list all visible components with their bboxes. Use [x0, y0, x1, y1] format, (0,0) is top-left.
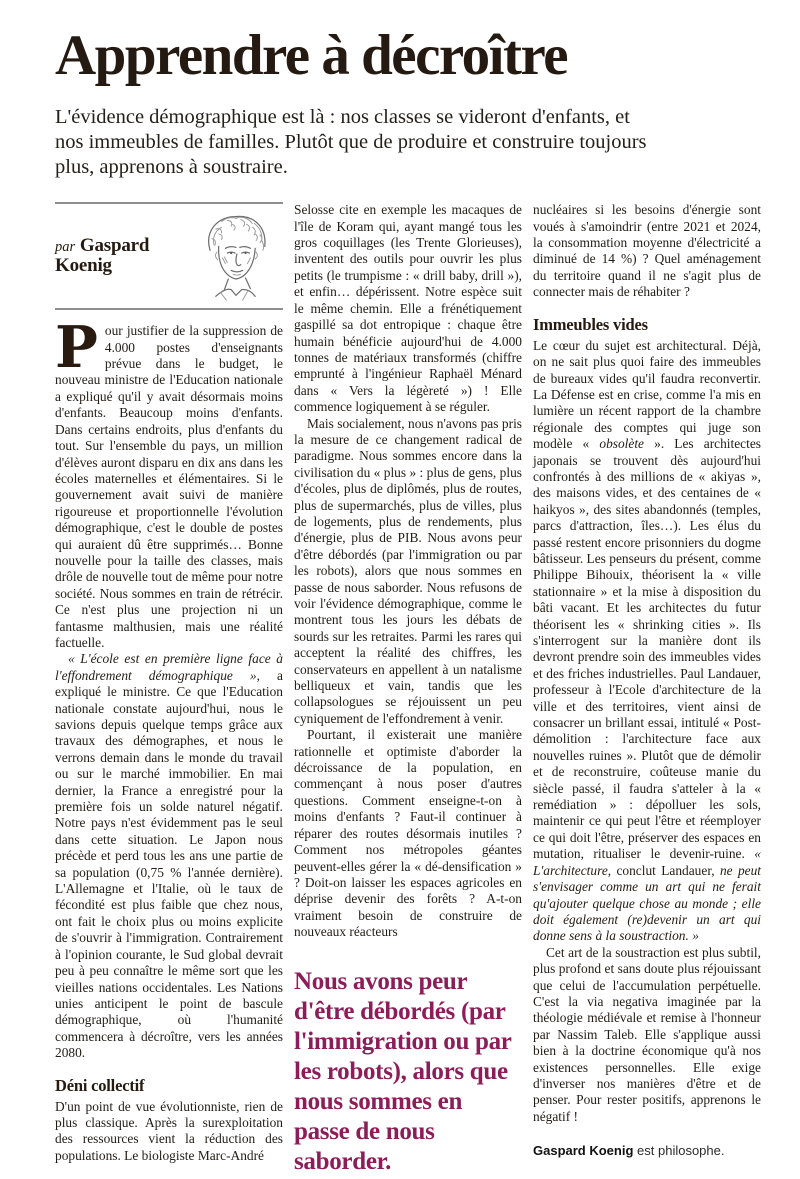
paragraph-text: , a expliqué le ministre. Ce que l'Education nationale constate aujourd'hui, nous le savions depuis quelque temps grâce aux travaux des démographes, et nous le verrons demain dans le monde du travail ou sur le marché immobilier. En mai dernier, la France a enregistré pour la première fois un solde naturel négatif. Notre pays n'est évidemment pas le seul dans cette situation. Le Japon nous précède et perd tous les ans une partie de sa population (0,75 % l'année dernière). L'Allemagne et l'Italie, où le taux de fécondité est plus faible que chez nous, ont fait le choix plus ou moins explicite de s'ouvrir à l'immigration. Contrairement à l'opinion courante, le Sud global devrait peu à peu connaître le même sort que les vieilles nations occidentales. Les Nations unies anticipent le point de bascule démographique, où l'humanité commencera à décroître, vers les années 2080.	[55, 667, 284, 1061]
column-1	[55, 202, 283, 1164]
author-footnote	[533, 1143, 761, 1158]
pull-quote: Nous avons peur d'être débordés (par l'immigration ou par les robots), alors que nous sommes en passe de nous saborder.	[294, 967, 512, 1175]
drop-cap: P	[55, 314, 98, 382]
italic-word-obsolete: obsolète	[599, 436, 644, 452]
author-name: Gaspard Koenig	[55, 234, 150, 277]
footnote-author-name: Gaspard Koenig	[533, 1143, 634, 1159]
body-paragraph: Pourtant, il existerait une manière rationnelle et optimiste d'aborder la décroissance de la population, en commençant à nous poser d'autres questions. Comment enseigne-t-on à moins d'enfants ? Faut-il continuer à réparer des routes désormais inutiles ? Comment nos métropoles géantes peuvent-elles gérer la « dé-densification » ? Doit-on laisser les espaces agricoles en déprise devenir des forêts ? A-t-on vraiment besoin de construire de nouveaux réacteurs	[294, 727, 522, 940]
quoted-italic-text: « L'école est en première ligne face à l'effondrement démographique »	[55, 651, 283, 683]
body-paragraph	[55, 651, 283, 1061]
paragraph-text: our justifier de la suppression de 4.000 postes d'enseignants prévue dans le budget, le nouveau ministre de l'Education nationale a expliqué qu'il y avait désormais moins d'enfants. Beaucoup moins d'enfants. Dans certains endroits, plus d'enfants du tout. Sur l'ensemble du pays, un million d'élèves auront disparu en dix ans dans les écoles maternelles et élémentaires. Si le gouvernement avait suivi de manière rigoureuse et proportionnelle l'évolution démographique, c'est le double de postes qui auraient dû être supprimés… Bonne nouvelle pour la taille des classes, mais drôle de nouvelle tout de même pour notre société. Nous sommes en train de rétrécir. Ce n'est plus une projection ni un fantasme malthusien, mais une réalité factuelle.	[55, 323, 283, 650]
body-paragraph	[55, 314, 283, 651]
quoted-italic-text: ne peut s'envisager comme un art qui ne ferait qu'ajouter quelque chose au monde ; elle doit également (re)devenir un art qui donne sens à la soustraction. »	[533, 862, 761, 944]
section-heading-deni-collectif: Déni collectif	[55, 1075, 145, 1095]
article-columns	[55, 202, 762, 1176]
body-paragraph: Mais socialement, nous n'avons pas pris la mesure de ce changement radical de paradigme. Nous sommes encore dans la civilisation du « plus » : plus de gens, plus d'écoles, plus de diplômés, plus de routes, plus de supermarchés, plus de villes, plus de logements, plus de rendements, plus d'énergie, plus de PIB. Nous avons peur d'être débordés (par l'immigration ou par les robots), alors que nous sommes en passe de nous saborder. Nous refusons de voir l'évidence démographique, comme le montrent tous les jours les débats de sourds sur les retraites. Parmi les rares qui acceptent la réalité des chiffres, les conservateurs en appellent à un natalisme belliqueux et vain, tandis que les collapsologues se réjouissent un peu cyniquement de l'effondrement à venir.	[294, 415, 522, 726]
quote-attribution: , conclut Landauer,	[607, 862, 720, 878]
body-paragraph	[533, 338, 761, 945]
body-paragraph: Cet art de la soustraction est plus subtil, plus profond et sans doute plus réjouissant que celui de l'accumulation perpétuelle. C'est la via negativa imaginée par la théologie médiévale et remise à l'honneur par Nassim Taleb. Elle s'applique aussi bien à la doctrine économique qu'à nos existences personnelles. Elle exige d'inverser nos manières d'être et de penser. Pour rester positifs, apprenons le négatif !	[533, 944, 761, 1124]
section-heading-immeubles-vides: Immeubles vides	[533, 314, 648, 334]
body-paragraph: Selosse cite en exemple les macaques de l'île de Koram qui, ayant mangé tous les gros coquillages (les Trente Glorieuses), inventent des outils pour ouvrir les plus petits (le trumpisme : « drill baby, drill »), et enfin… dépérissent. Notre espèce suit le même chemin. Elle a frénétiquement gaspillé sa dot entropique : chaque être humain bénéficie aujourd'hui de 4.000 tonnes de matériaux transformés (chiffre emprunté à l'ingénieur Raphaël Ménard dans « Vers la légèreté ») ! Elle commence logiquement à se réguler.	[294, 202, 522, 415]
article-standfirst: L'évidence démographique est là : nos classes se videront d'enfants, et nos immeubles de familles. Plutôt que de produire et construire toujours plus, apprenons à soustraire.	[55, 106, 647, 179]
author-portrait-sketch	[187, 208, 283, 304]
body-paragraph: D'un point de vue évolutionniste, rien de plus classique. Après la surexploitation des ressources vient la réduction des populations. Le biologiste Marc-André	[55, 1098, 283, 1163]
body-paragraph: nucléaires si les besoins d'énergie sont voués à s'amoindrir (entre 2021 et 2024, la consommation moyenne d'électricité a diminué de 14 %) ? Quel aménagement du territoire quand il ne s'agit plus de connecter mais de réhabiter ?	[533, 202, 761, 300]
byline	[55, 236, 177, 277]
column-3	[533, 202, 761, 1171]
footnote-text: est philosophe.	[633, 1143, 725, 1159]
column-2	[294, 202, 522, 1176]
paragraph-text: Le cœur du sujet est architectural. Déjà, on ne sait plus quoi faire des immeubles de bureaux vides qu'il faudra reconvertir. La Défense est en crise, comme l'a mis en lumière un récent rapport de la chambre régionale des comptes qui juge son modèle «	[533, 337, 761, 452]
article-title: Apprendre à décroître	[55, 24, 568, 87]
paragraph-text: ». Les architectes japonais se trouvent dès aujourd'hui confrontés à des millions de « akiyas », des maisons vides, et des centaines de « haikyos », des sites abandonnés (temples, parcs d'attraction, îles…). Les élus du passé restent encore prisonniers du dogme bâtisseur. Les penseurs du présent, comme Philippe Bihouix, théorisent la « ville stationnaire » et la mise à disposition du bâti vacant. Et les architectes du futur théorisent les « shrinking cities ». Ils s'interrogent sur la manière dont ils devront prendre soin des immeubles vides et des friches industrielles. Paul Landauer, professeur à l'Ecole d'architecture de la ville et des territoires, vient ainsi de consacrer un brillant essai, intitulé « Post-démolition : l'architecture face aux nouvelles ruines ». Plutôt que de démolir et de reconstruire, coûteuse manie du siècle passé, il faudra s'atteler à la « remédiation » : dépolluer les sols, maintenir ce qui peut l'être et réemployer ce qui doit l'être, préserver des espaces en mutation, ritualiser le devenir-ruine.	[533, 436, 761, 862]
author-box	[55, 202, 283, 310]
byline-prefix: par	[55, 238, 76, 255]
quoted-italic-text: « L'architecture	[533, 846, 761, 878]
